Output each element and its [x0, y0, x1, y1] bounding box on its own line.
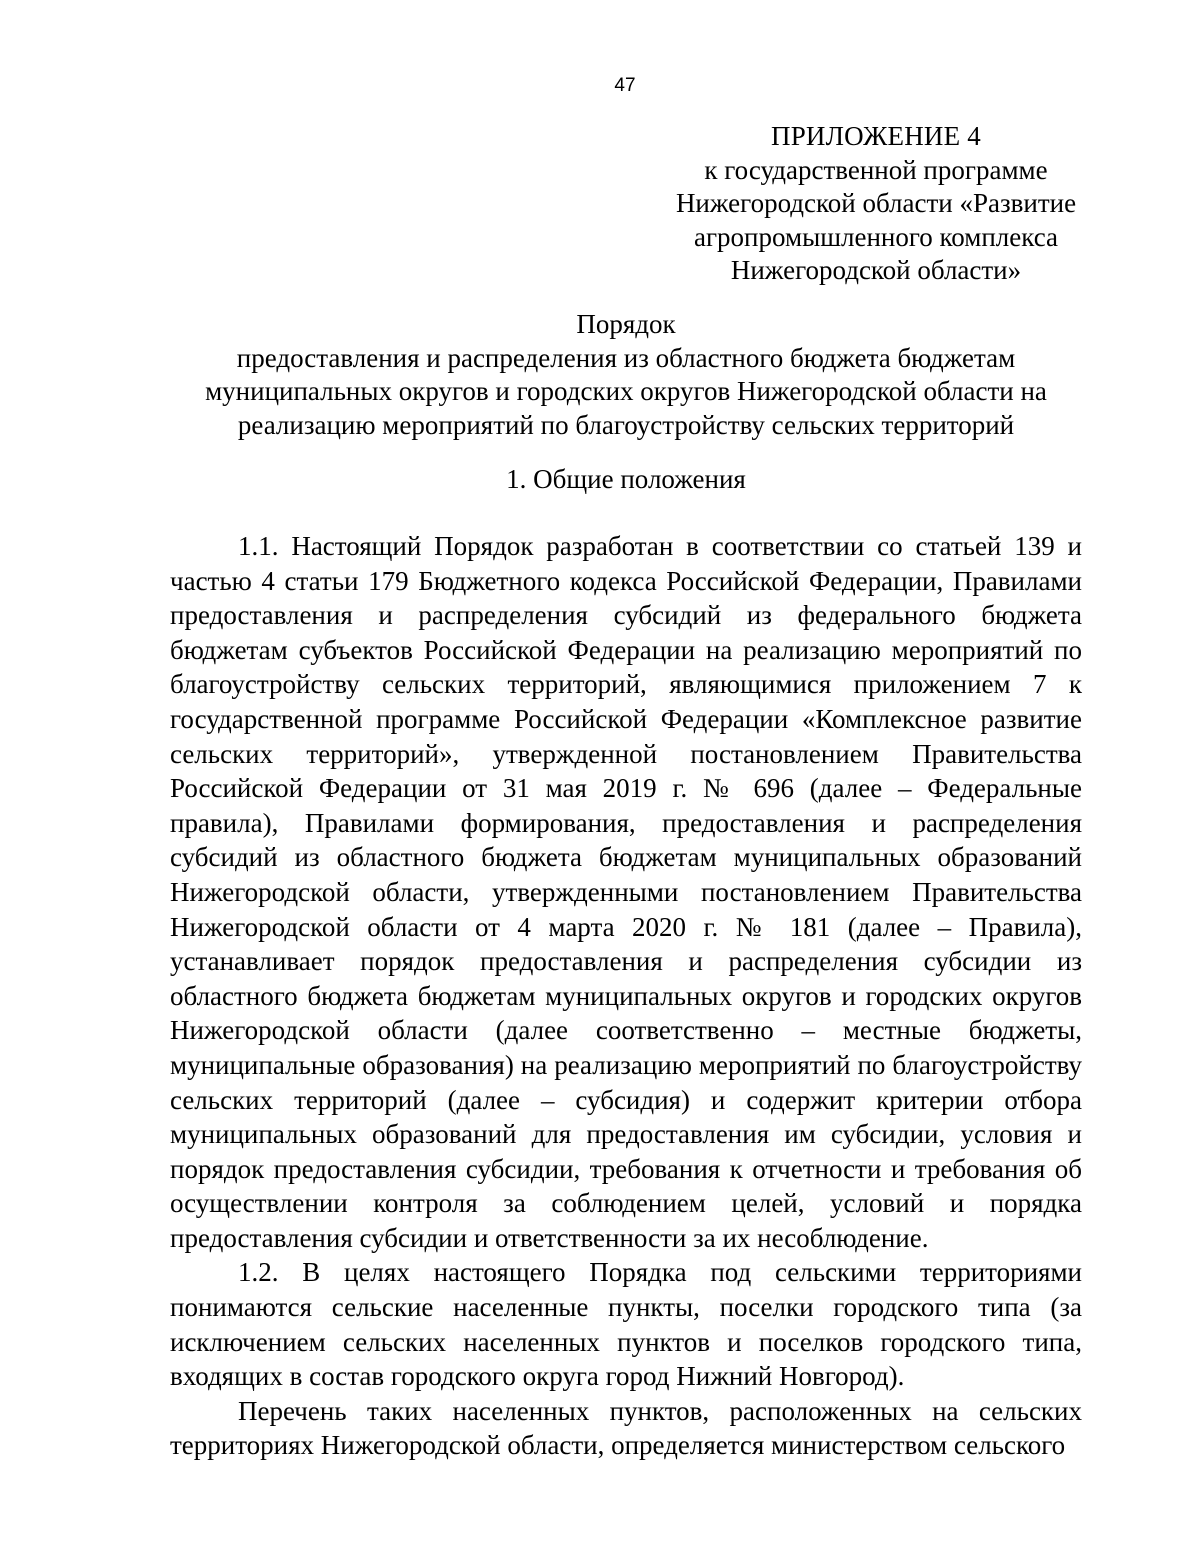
appendix-line: агропромышленного комплекса	[694, 221, 1058, 252]
paragraph: 1.2. В целях настоящего Порядка под сельскими территориями понимаются сельские населенные пункты, поселки городского типа (за исключением сельских населенных пунктов и поселков городского типа, входящих в состав городского округа город Нижний Новгород).	[170, 1257, 1082, 1392]
appendix-line: Нижегородской области «Развитие	[675, 188, 1077, 218]
appendix-block	[660, 120, 1092, 288]
appendix-line: к государственной программе	[704, 154, 1048, 185]
document-title: Порядок	[576, 309, 676, 339]
paragraph: 1.1. Настоящий Порядок разработан в соответствии со статьей 139 и частью 4 статьи 179 Бюджетного кодекса Российской Федерации, Правилами предоставления и распределения субсидий из федерального бюджета бюджетам субъектов Российской Федерации на реализацию мероприятий по благоустройству сельских территорий, являющимися приложением 7 к государственной программе Российской Федерации «Комплексное развитие сельских территорий», утвержденной постановлением Правительства Российской Федерации от 31 мая 2019 г. № 696 (далее – Федеральные правила), Правилами формирования, предоставления и распределения субсидий из областного бюджета бюджетам муниципальных образований Нижегородской области, утвержденными постановлением Правительства Нижегородской области от 4 марта 2020 г. № 181 (далее – Правила), устанавливает порядок предоставления и распределения субсидии из областного бюджета бюджетам муниципальных округов и городских округов Нижегородской области (далее соответственно – местные бюджеты, муниципальные образования) на реализацию мероприятий по благоустройству сельских территорий (далее – субсидия) и содержит критерии отбора муниципальных образований для предоставления им субсидии, условия и порядок предоставления субсидии, требования к отчетности и требования об осуществлении контроля за соблюдением целей, условий и порядка предоставления субсидии и ответственности за их несоблюдение.	[170, 531, 1082, 1253]
appendix-line: Нижегородской области»	[730, 255, 1022, 285]
document-subtitle-line: муниципальных округов и городских округов Нижегородской области на	[205, 376, 1047, 406]
section-body	[170, 529, 1082, 1463]
page-number: 47	[614, 75, 636, 96]
document-subtitle-line: предоставления и распределения из областного бюджета бюджетам	[236, 342, 1016, 373]
document-title-block	[170, 308, 1082, 442]
document-subtitle-line: реализацию мероприятий по благоустройству сельских территорий	[237, 409, 1015, 440]
section-heading: 1. Общие положения	[506, 464, 746, 494]
paragraph: Перечень таких населенных пунктов, расположенных на сельских территориях Нижегородской области, определяется министерством сельского	[170, 1395, 1082, 1461]
appendix-title: ПРИЛОЖЕНИЕ 4	[771, 121, 981, 151]
